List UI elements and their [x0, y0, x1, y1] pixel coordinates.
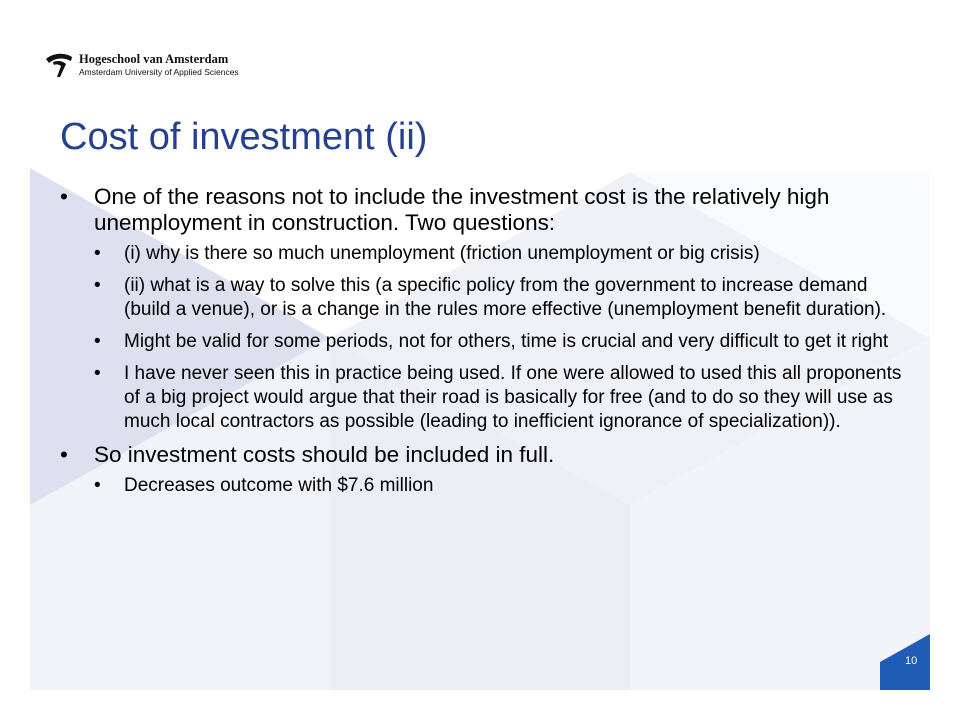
- bullet-text: I have never seen this in practice being used. If one were allowed to used this all proponents of a big project would argue that their road is basically for free (and to do so they will use as much local contractors as possible (leading to inefficient ignorance of specialization)).: [124, 363, 902, 432]
- bullet-text: Decreases outcome with $7.6 million: [124, 475, 434, 496]
- bullet-dot-icon: •: [94, 331, 101, 352]
- bullet-dot-icon: •: [94, 363, 101, 384]
- bullet-dot-icon: •: [94, 275, 101, 296]
- bullet-dot-icon: •: [60, 442, 68, 467]
- bullet-text: (ii) what is a way to solve this (a specific policy from the government to increase demand (build a venue), or is a change in the rules more effective (unemployment benefit duration).: [124, 275, 887, 320]
- bullet-text: (i) why is there so much unemployment (friction unemployment or big crisis): [124, 243, 760, 264]
- bullet-text: One of the reasons not to include the investment cost is the relatively high unemployment in construction. Two questions:: [94, 184, 830, 235]
- bullet-level2: [60, 362, 910, 434]
- bullet-dot-icon: •: [94, 243, 101, 264]
- bullet-level2: [60, 242, 910, 266]
- page-number: 10: [905, 655, 918, 667]
- bullet-level2: [60, 330, 910, 354]
- slide-title: Cost of investment (ii): [60, 116, 428, 158]
- slide-content: [60, 184, 910, 498]
- bullet-level1: [60, 184, 910, 236]
- logo-subtitle: Amsterdam University of Applied Sciences: [79, 67, 239, 77]
- bullet-text: So investment costs should be included in full.: [94, 442, 555, 467]
- bullet-text: Might be valid for some periods, not for others, time is crucial and very difficult to get it right: [124, 331, 889, 352]
- bullet-dot-icon: •: [94, 475, 101, 496]
- bullet-dot-icon: •: [60, 184, 68, 209]
- bullet-level2: [60, 274, 910, 322]
- logo-name: Hogeschool van Amsterdam: [79, 52, 229, 66]
- hva-logo-icon: [44, 50, 74, 78]
- bullet-level1: [60, 442, 910, 468]
- bullet-level2: [60, 474, 910, 498]
